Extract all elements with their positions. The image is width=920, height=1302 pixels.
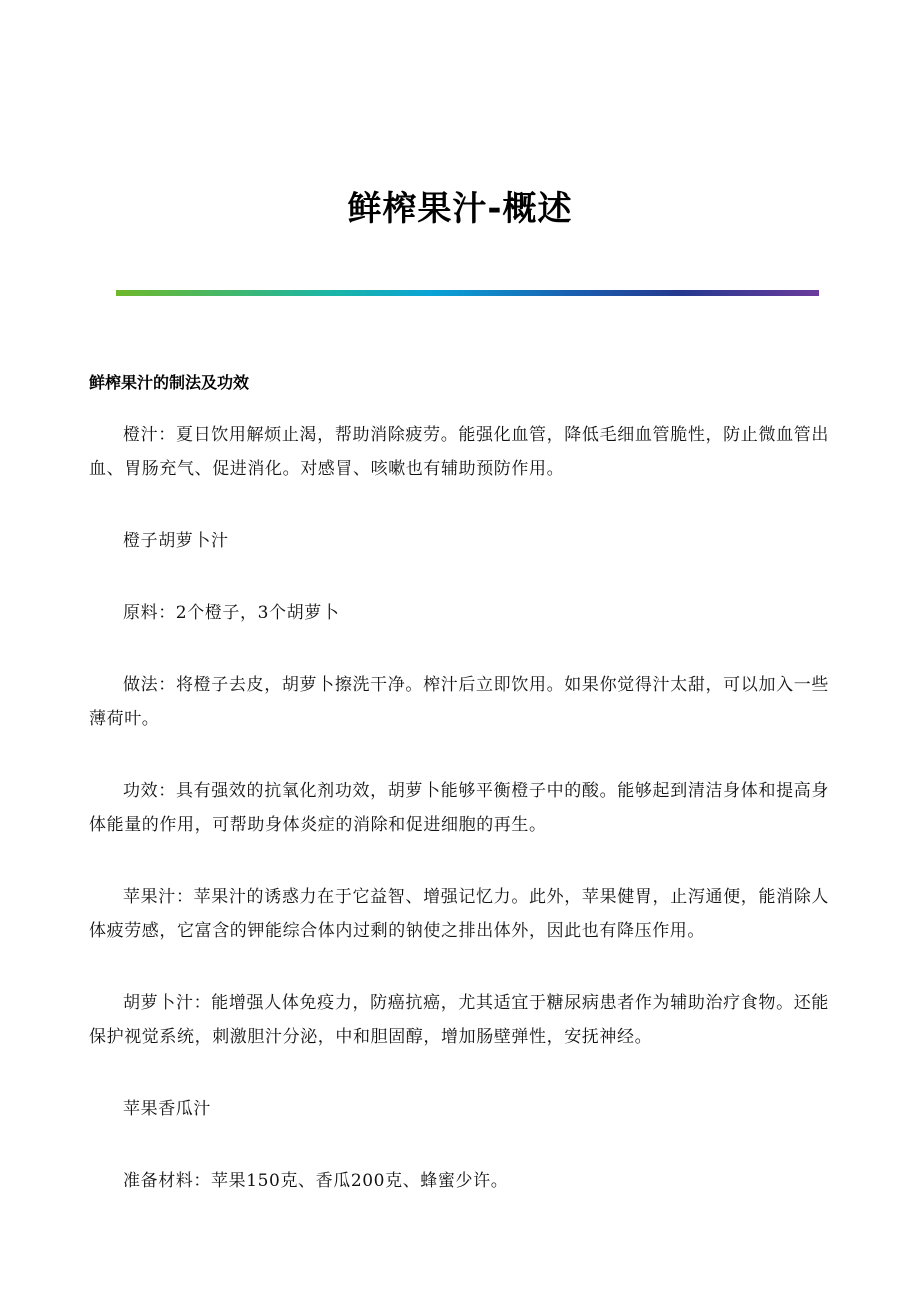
document-body — [89, 366, 829, 1236]
paragraph-carrot-juice: 胡萝卜汁：能增强人体免疫力，防癌抗癌，尤其适宜于糖尿病患者作为辅助治疗食物。还能保护视觉系统，刺激胆汁分泌，中和胆固醇，增加肠壁弹性，安抚神经。 — [89, 993, 829, 1047]
paragraph-orange-carrot-juice-title: 橙子胡萝卜汁 — [123, 531, 229, 551]
paragraph-ingredients: 原料：2个橙子，3个胡萝卜 — [123, 603, 340, 623]
paragraph-apple-melon-juice-title: 苹果香瓜汁 — [123, 1099, 211, 1119]
paragraph-benefits: 功效：具有强效的抗氧化剂功效，胡萝卜能够平衡橙子中的酸。能够起到清洁身体和提高身体能量的作用，可帮助身体炎症的消除和促进细胞的再生。 — [89, 781, 829, 835]
title-divider — [116, 290, 819, 296]
paragraph-apple-juice: 苹果汁：苹果汁的诱惑力在于它益智、增强记忆力。此外，苹果健胃，止泻通便，能消除人体疲劳感，它富含的钾能综合体内过剩的钠使之排出体外，因此也有降压作用。 — [89, 887, 829, 941]
paragraph-method: 做法：将橙子去皮，胡萝卜擦洗干净。榨汁后立即饮用。如果你觉得汁太甜，可以加入一些薄荷叶。 — [89, 675, 829, 729]
page-title: 鲜榨果汁-概述 — [347, 189, 573, 229]
paragraph-materials: 准备材料：苹果150克、香瓜200克、蜂蜜少许。 — [123, 1171, 509, 1191]
paragraph-orange-juice: 橙汁：夏日饮用解烦止渴，帮助消除疲劳。能强化血管，降低毛细血管脆性，防止微血管出血、胃肠充气、促进消化。对感冒、咳嗽也有辅助预防作用。 — [89, 425, 829, 479]
section-heading: 鲜榨果汁的制法及功效 — [89, 373, 250, 392]
